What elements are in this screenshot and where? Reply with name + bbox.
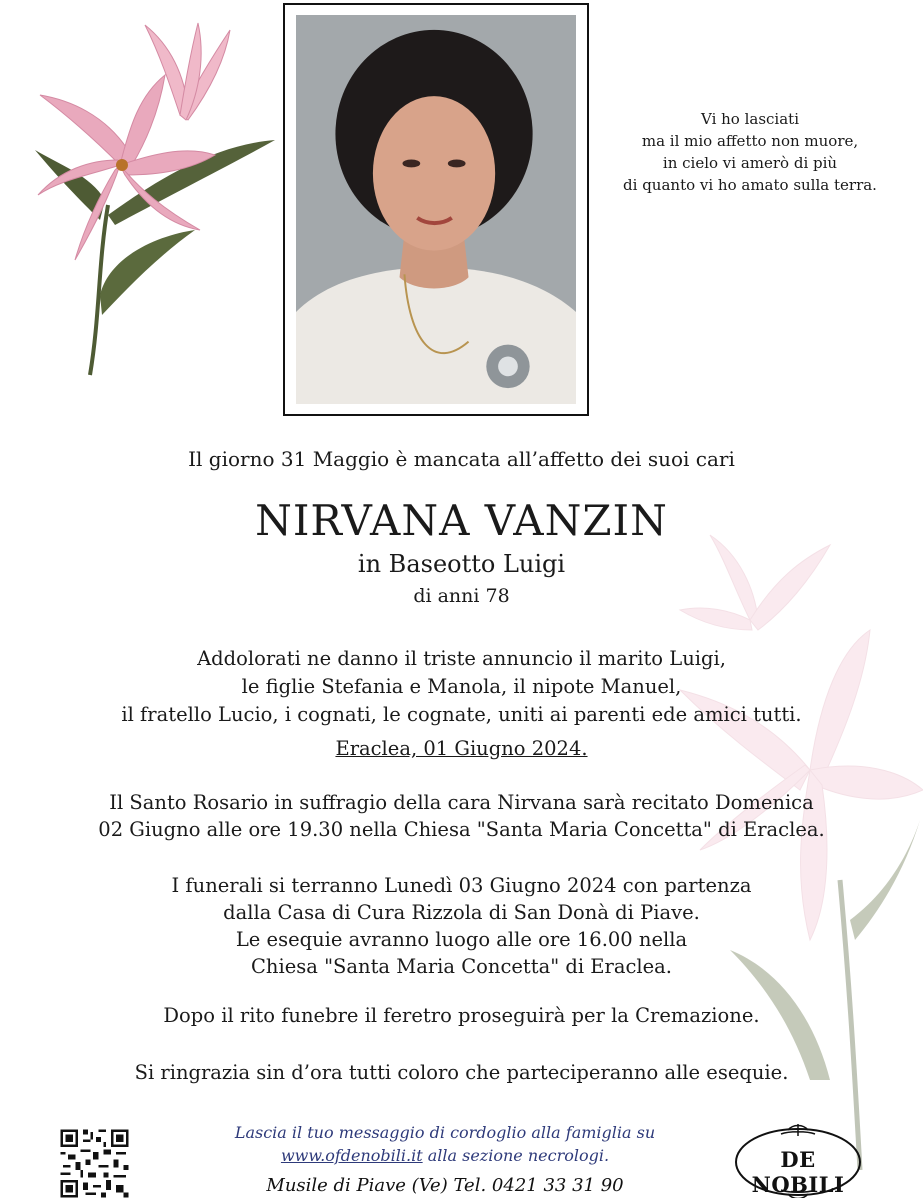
place-date-container [0, 737, 923, 760]
deceased-spouse: in Baseotto Luigi [357, 550, 566, 578]
condolence-line-1: Lascia il tuo messaggio di cordoglio alla famiglia su [234, 1123, 656, 1142]
deceased-age: di anni 78 [413, 585, 510, 607]
thanks-note: Si ringrazia sin d’ora tutti coloro che parteciperanno alle esequie. [134, 1061, 789, 1084]
qr-code-icon[interactable] [58, 1127, 131, 1200]
poem-line: di quanto vi ho amato sulla terra. [623, 176, 877, 194]
family-announcement [0, 645, 923, 729]
rosary-info [0, 789, 923, 843]
announcement-line: Addolorati ne danno il triste annuncio il marito Luigi, [197, 647, 726, 670]
portrait-photo [296, 15, 576, 404]
condolence-message [160, 1121, 730, 1167]
lily-flower-top-left [20, 15, 290, 385]
de-nobili-logo [733, 1122, 863, 1198]
condolence-line-2-rest: alla sezione necrologi. [422, 1146, 610, 1165]
contact-info: Musile di Piave (Ve) Tel. 0421 33 31 90 [266, 1175, 624, 1196]
funeral-line: Chiesa "Santa Maria Concetta" di Eraclea. [250, 955, 672, 978]
poem-line: ma il mio affetto non muore, [641, 132, 859, 150]
website-link[interactable]: www.ofdenobili.it [280, 1146, 423, 1165]
portrait-photo-frame [283, 3, 589, 416]
cremation-info: Dopo il rito funebre il feretro proseguirà per la Cremazione. [163, 1004, 760, 1027]
poem-line: Vi ho lasciati [701, 110, 799, 128]
condolence-line-2 [160, 1144, 730, 1167]
funeral-line: I funerali si terranno Lunedì 03 Giugno 2024 con partenza [171, 874, 752, 897]
funeral-line: dalla Casa di Cura Rizzola di San Donà di Piave. [223, 901, 700, 924]
poem-quote [600, 108, 900, 196]
funeral-line: Le esequie avranno luogo alle ore 16.00 nella [235, 928, 688, 951]
rosary-line: 02 Giugno alle ore 19.30 nella Chiesa "Santa Maria Concetta" di Eraclea. [98, 818, 825, 841]
place-date: Eraclea, 01 Giugno 2024. [335, 737, 588, 760]
logo-text: DE NOBILI [751, 1147, 845, 1197]
death-intro: Il giorno 31 Maggio è mancata all’affetto dei suoi cari [188, 447, 735, 471]
portrait-image [296, 15, 576, 404]
deceased-name: NIRVANA VANZIN [255, 496, 668, 545]
funeral-info [0, 872, 923, 980]
announcement-line: le figlie Stefania e Manola, il nipote Manuel, [241, 675, 682, 698]
poem-line: in cielo vi amerò di più [662, 154, 838, 172]
announcement-line: il fratello Lucio, i cognati, le cognate, uniti ai parenti ede amici tutti. [121, 703, 802, 726]
rosary-line: Il Santo Rosario in suffragio della cara Nirvana sarà recitato Domenica [109, 791, 814, 814]
